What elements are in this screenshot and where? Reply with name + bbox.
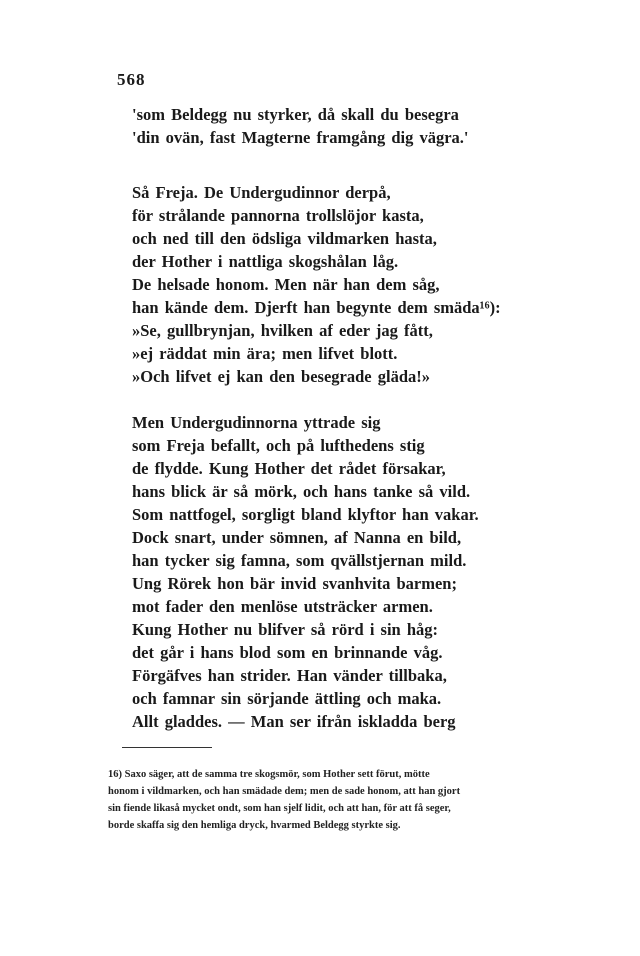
stanza-1 — [132, 103, 468, 149]
verse-line: de flydde. Kung Hother det rådet försakar, — [132, 459, 446, 478]
verse-line: Ung Rörek hon bär invid svanhvita barmen; — [132, 574, 457, 593]
verse-line: Dock snart, under sömnen, af Nanna en bild, — [132, 528, 462, 547]
verse-line: De helsade honom. Men när han dem såg, — [132, 275, 440, 294]
stanza-2 — [132, 181, 501, 388]
footnote — [108, 766, 564, 834]
stanza-3 — [132, 411, 479, 733]
verse-line: der Hother i nattliga skogshålan låg. — [132, 252, 399, 271]
verse-line: han kände dem. Djerft han begynte dem smäda¹⁶): — [132, 298, 501, 317]
verse-line: som Freja befallt, och på lufthedens stig — [132, 436, 425, 455]
verse-line: 'din ovän, fast Magterne framgång dig vägra.' — [132, 128, 469, 147]
footnote-divider — [122, 747, 212, 748]
verse-line: hans blick är så mörk, och hans tanke så vild. — [132, 482, 471, 501]
verse-line: mot fader den menlöse utsträcker armen. — [132, 597, 433, 616]
verse-line: han tycker sig famna, som qvällstjernan mild. — [132, 551, 467, 570]
verse-line: och famnar sin sörjande ättling och maka. — [132, 689, 442, 708]
verse-line: Så Freja. De Undergudinnor derpå, — [132, 183, 391, 202]
verse-line: för strålande pannorna trollslöjor kasta, — [132, 206, 424, 225]
footnote-line: 16) Saxo säger, att de samma tre skogsmör, som Hother sett förut, mötte — [108, 769, 430, 780]
verse-line: Förgäfves han strider. Han vänder tillbaka, — [132, 666, 447, 685]
footnote-line: borde skaffa sig den hemliga dryck, hvarmed Beldegg styrkte sig. — [108, 820, 401, 831]
verse-line: »Och lifvet ej kan den besegrade gläda!» — [132, 367, 430, 386]
footnote-line: honom i vildmarken, och han smädade dem; men de sade honom, att han gjort — [108, 786, 461, 797]
verse-line: Kung Hother nu blifver så rörd i sin håg: — [132, 620, 439, 639]
verse-line: Allt gladdes. — Man ser ifrån iskladda berg — [132, 712, 456, 731]
verse-line: Men Undergudinnorna yttrade sig — [132, 413, 381, 432]
verse-line: 'som Beldegg nu styrker, då skall du besegra — [132, 105, 459, 124]
verse-line: »Se, gullbrynjan, hvilken af eder jag fått, — [132, 321, 433, 340]
page-number: 568 — [117, 70, 146, 89]
verse-line: det går i hans blod som en brinnande våg. — [132, 643, 443, 662]
verse-line: och ned till den ödsliga vildmarken hasta, — [132, 229, 437, 248]
verse-line: »ej räddat min ära; men lifvet blott. — [132, 344, 398, 363]
verse-line: Som nattfogel, sorgligt bland klyftor han vakar. — [132, 505, 479, 524]
footnote-line: sin fiende likaså mycket ondt, som han sjelf lidit, och att han, för att få seger, — [108, 803, 451, 814]
